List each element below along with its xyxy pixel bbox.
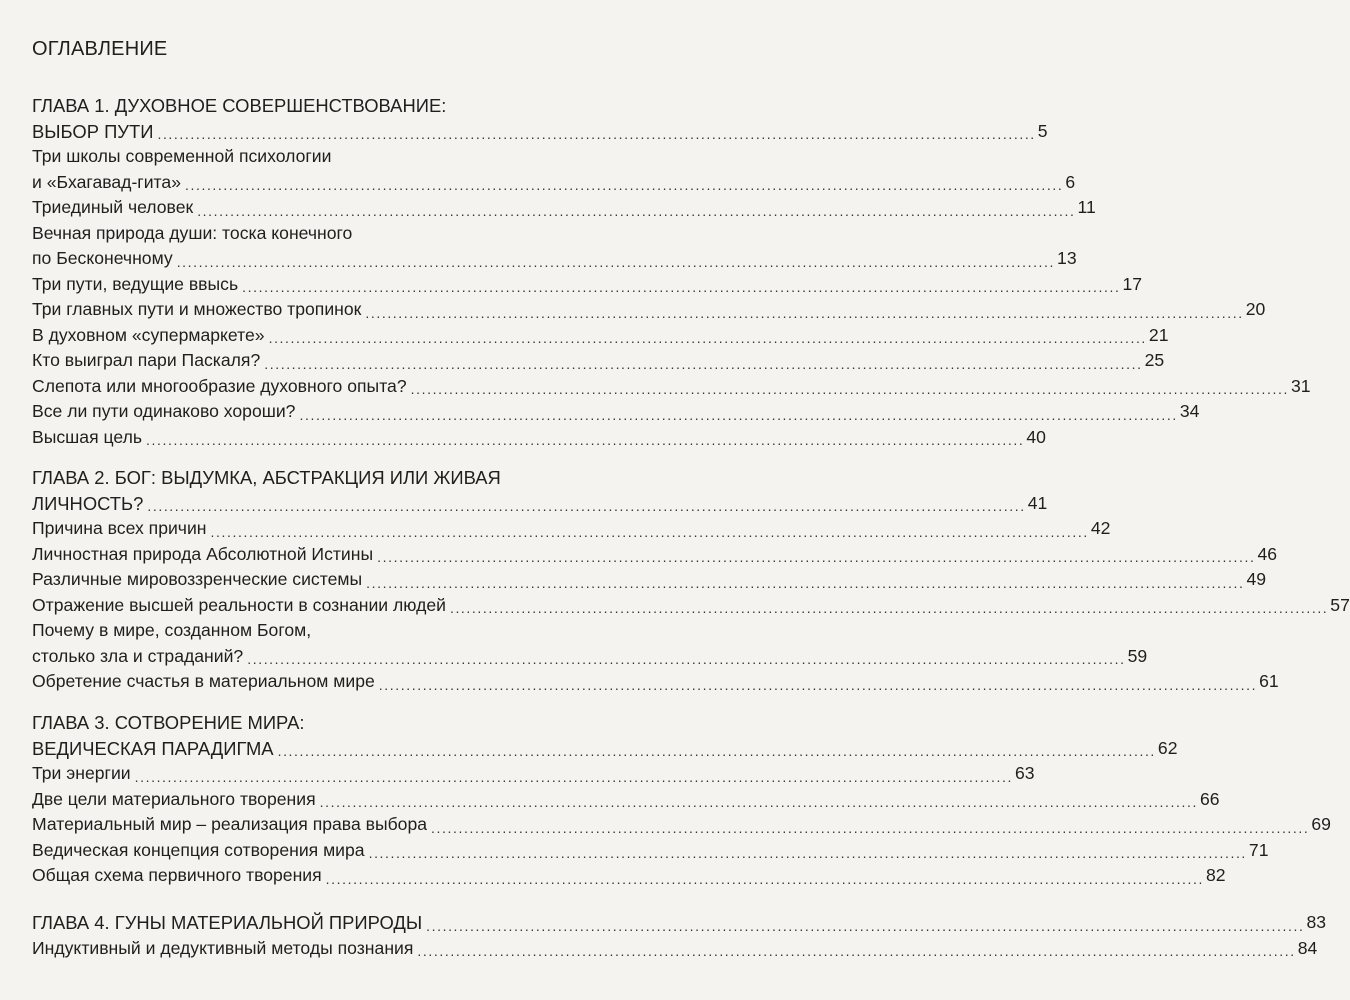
entry-title: и «Бхагавад-гита»: [32, 171, 181, 192]
entry-title: Обретение счастья в материальном мире: [32, 671, 375, 691]
dot-leader: ................................................................................................................................................................: [417, 943, 1296, 959]
toc-entry[interactable]: [32, 297, 1266, 323]
page-number: 41: [1027, 492, 1048, 513]
page-number: 13: [1057, 248, 1077, 268]
entry-title: Причина всех причин: [32, 518, 207, 538]
chapter-heading-line: [32, 710, 624, 736]
entry-title: Ведическая концепция сотворения мира: [32, 839, 365, 860]
page-number: 31: [1290, 375, 1311, 396]
page-number: 59: [1127, 645, 1148, 666]
page-number: 40: [1026, 426, 1046, 447]
toc-entry[interactable]: [32, 542, 1278, 568]
dot-leader: ................................................................................................................................................................: [247, 651, 1126, 667]
page-number: 25: [1144, 350, 1165, 370]
toc-entry[interactable]: [32, 567, 1267, 593]
toc-entry[interactable]: [32, 936, 1318, 962]
page-number: 21: [1148, 324, 1169, 345]
dot-leader: ................................................................................................................................................................: [366, 574, 1245, 591]
dot-leader: ................................................................................................................................................................: [184, 177, 1064, 193]
entry-title: Вечная природа души: тоска конечного: [32, 222, 353, 243]
chapter-heading[interactable]: [32, 736, 1178, 762]
page-number: 63: [1014, 763, 1035, 783]
chapter-heading-line: [32, 93, 624, 119]
entry-title: Личностная природа Абсолютной Истины: [32, 543, 374, 564]
page-number: 46: [1257, 543, 1278, 564]
page-number: 20: [1245, 299, 1266, 319]
dot-leader: ................................................................................................................................................................: [426, 917, 1305, 934]
page-number: 11: [1077, 197, 1096, 217]
page-number: 71: [1248, 839, 1269, 860]
chapter-heading[interactable]: [32, 910, 1327, 936]
dot-leader: ................................................................................................................................................................: [365, 304, 1244, 321]
entry-title: Все ли пути одинаково хороши?: [32, 401, 296, 421]
entry-title: по Бесконечному: [32, 248, 173, 268]
page-number: 84: [1297, 937, 1318, 958]
dot-leader: ................................................................................................................................................................: [378, 676, 1258, 693]
dot-leader: ................................................................................................................................................................: [197, 202, 1076, 219]
dot-leader: ................................................................................................................................................................: [147, 498, 1026, 514]
dot-leader: ................................................................................................................................................................: [368, 845, 1247, 861]
entry-title: ГЛАВА 3. СОТВОРЕНИЕ МИРА:: [32, 712, 305, 733]
dot-leader: ................................................................................................................................................................: [210, 523, 1089, 540]
page-number: 83: [1306, 912, 1327, 932]
entry-title: В духовном «супермаркете»: [32, 324, 265, 345]
chapter-3: [32, 710, 1331, 889]
toc-entry[interactable]: [32, 374, 1311, 400]
dot-leader: ................................................................................................................................................................: [449, 600, 1329, 616]
page-number: 49: [1246, 569, 1267, 589]
dot-leader: ................................................................................................................................................................: [157, 126, 1036, 142]
toc-entry[interactable]: [32, 644, 1148, 670]
entry-title: Почему в мире, созданном Богом,: [32, 620, 312, 640]
dot-leader: ................................................................................................................................................................: [264, 355, 1143, 372]
page-number: 62: [1157, 737, 1178, 758]
toc-entry-line: [32, 144, 624, 170]
dot-leader: ................................................................................................................................................................: [176, 253, 1056, 270]
entry-title: Различные мировоззренческие системы: [32, 569, 363, 589]
entry-title: ГЛАВА 4. ГУНЫ МАТЕРИАЛЬНОЙ ПРИРОДЫ: [32, 912, 423, 933]
entry-title: Триединый человек: [32, 197, 194, 217]
page-number: 34: [1179, 401, 1200, 421]
page-number: 6: [1065, 171, 1076, 192]
entry-title: Общая схема первичного творения: [32, 865, 322, 885]
entry-title: Три энергии: [32, 763, 131, 783]
toc-entry[interactable]: [32, 761, 1035, 787]
entry-title: ГЛАВА 1. ДУХОВНОЕ СОВЕРШЕНСТВОВАНИЕ:: [32, 95, 447, 116]
toc-entry[interactable]: [32, 399, 1200, 425]
toc-entry[interactable]: [32, 272, 1143, 298]
dot-leader: ................................................................................................................................................................: [242, 279, 1121, 295]
entry-title: столько зла и страданий?: [32, 645, 244, 666]
dot-leader: ................................................................................................................................................................: [325, 870, 1205, 887]
entry-title: Три пути, ведущие ввысь: [32, 273, 239, 294]
entry-title: Отражение высшей реальности в сознании людей: [32, 594, 446, 615]
dot-leader: ................................................................................................................................................................: [268, 330, 1147, 346]
entry-title: Кто выиграл пари Паскаля?: [32, 350, 261, 370]
dot-leader: ................................................................................................................................................................: [299, 406, 1178, 423]
dot-leader: ................................................................................................................................................................: [319, 794, 1198, 810]
entry-title: Слепота или многообразие духовного опыта?: [32, 375, 407, 396]
chapter-heading[interactable]: [32, 491, 1048, 517]
page-number: 42: [1090, 518, 1111, 538]
entry-title: Две цели материального творения: [32, 788, 316, 809]
page-number: 17: [1122, 273, 1143, 294]
toc-entry[interactable]: [32, 425, 1046, 451]
dot-leader: ................................................................................................................................................................: [377, 549, 1256, 565]
entry-title: Три главных пути и множество тропинок: [32, 299, 362, 319]
page-number: 69: [1311, 814, 1331, 834]
entry-title: ЛИЧНОСТЬ?: [32, 492, 144, 514]
dot-leader: ................................................................................................................................................................: [134, 768, 1013, 785]
toc-entry[interactable]: [32, 195, 1096, 221]
chapter-4: [32, 910, 1327, 961]
entry-title: ВЕДИЧЕСКАЯ ПАРАДИГМА: [32, 737, 274, 759]
chapter-2: [32, 465, 1350, 695]
chapter-1: [32, 93, 1311, 450]
chapter-heading[interactable]: [32, 119, 1048, 145]
chapter-heading-line: [32, 465, 624, 491]
entry-title: ГЛАВА 2. БОГ: ВЫДУМКА, АБСТРАКЦИЯ ИЛИ ЖИВАЯ: [32, 467, 501, 488]
toc-entry-line: [32, 618, 624, 644]
dot-leader: ................................................................................................................................................................: [146, 432, 1025, 448]
page-number: 5: [1037, 120, 1048, 141]
dot-leader: ................................................................................................................................................................: [431, 819, 1310, 836]
toc-entry[interactable]: [32, 170, 1076, 196]
page-number: 82: [1206, 865, 1226, 885]
toc-entry[interactable]: [32, 669, 1279, 695]
toc-entry-line: [32, 221, 624, 247]
entry-title: Три школы современной психологии: [32, 146, 332, 166]
entry-title: Высшая цель: [32, 426, 143, 447]
entry-title: Материальный мир – реализация права выбора: [32, 814, 428, 834]
toc-entry[interactable]: [32, 593, 1350, 619]
toc-entry[interactable]: [32, 787, 1220, 813]
toc-entry[interactable]: [32, 838, 1269, 864]
toc-entry[interactable]: [32, 516, 1111, 542]
toc-entry[interactable]: [32, 812, 1331, 838]
toc-entry[interactable]: [32, 348, 1165, 374]
toc-entry[interactable]: [32, 863, 1226, 889]
entry-title: Индуктивный и дедуктивный методы познания: [32, 937, 414, 958]
toc-entry[interactable]: [32, 246, 1077, 272]
entry-title: ВЫБОР ПУТИ: [32, 120, 154, 142]
page-number: 61: [1259, 671, 1279, 691]
toc-entry[interactable]: [32, 323, 1169, 349]
page-number: 57: [1330, 594, 1350, 615]
toc-title: ОГЛАВЛЕНИЕ: [32, 38, 168, 60]
page-number: 66: [1199, 788, 1220, 809]
dot-leader: ................................................................................................................................................................: [410, 381, 1289, 397]
dot-leader: ................................................................................................................................................................: [277, 743, 1156, 759]
